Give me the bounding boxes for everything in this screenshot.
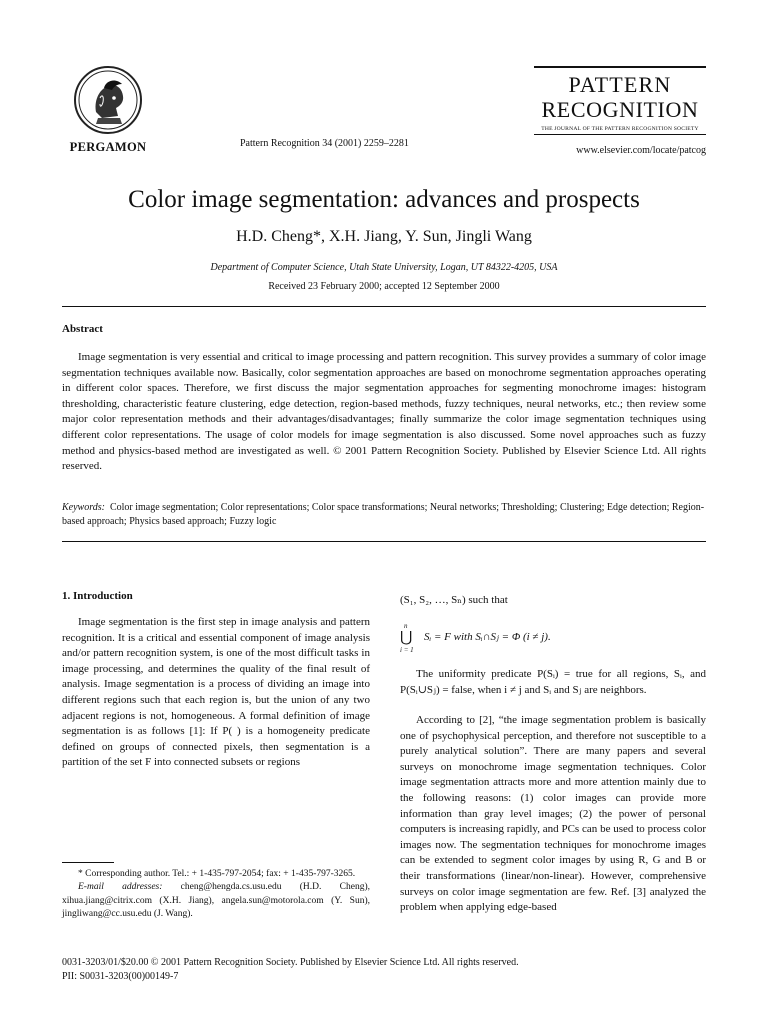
journal-subtitle: THE JOURNAL OF THE PATTERN RECOGNITION SOCIETY bbox=[534, 126, 706, 135]
paper-title: Color image segmentation: advances and prospects bbox=[128, 186, 640, 213]
intro-paragraph-right-2: According to [2], “the image segmentation problem is basically one of psychophysical perception, and therefore not susceptible to a purely analytical solution”. There are many papers and several surveys on monochrome image segmentation techniques. Color image segmentation attracts more and more attention mainly due to the following reasons: (1) color images can provide more information than gray level images; (2) the power of personal computers is increasing rapidly, and PCs can be used to process color images now. The segmentation techniques for monochrome images can be extended to segment color images by using R, G and B or their transformations (linear/non-linear). However, comprehensive surveys on color image segmentation are few. Ref. [3] analyzed the problem when applying edge-based bbox=[400, 714, 706, 914]
masthead-rule bbox=[534, 66, 706, 68]
pii-line: PII: S0031-3203(00)00149-7 bbox=[62, 970, 179, 982]
abstract-heading: Abstract bbox=[62, 323, 103, 335]
journal-masthead bbox=[534, 66, 706, 156]
intro-paragraph-left: Image segmentation is the first step in image analysis and pattern recognition. It is a critical and essential component of image analysis and/or pattern recognition system, is one of the most difficult tasks in image processing, and determines the quality of the final result of analysis. Image segmentation is a process of dividing an image into different regions such that each region is, but the union of any two adjacent regions is not, homogeneous. A formal definition of image segmentation is as follows [1]: If P( ) is a homogeneity predicate defined on groups of connected pixels, then segmentation is a partition of the set F into connected subsets or regions bbox=[62, 616, 370, 769]
received-dates: Received 23 February 2000; accepted 12 September 2000 bbox=[268, 281, 500, 292]
keywords-label: Keywords: bbox=[62, 502, 105, 513]
keywords bbox=[62, 501, 706, 529]
keywords-list: Color image segmentation; Color representations; Color space transformations; Neural networks; Thresholding; Clustering; Edge detection; Region-based approach; Physics based approach; Fuzzy logic bbox=[62, 502, 705, 527]
section-heading-introduction: 1. Introduction bbox=[62, 590, 133, 602]
intro-paragraph-right-1: The uniformity predicate P(Sᵢ) = true for all regions, Sᵢ, and P(Sᵢ∪Sⱼ) = false, when i ≠ j and Sᵢ and Sⱼ are neighbors. bbox=[400, 668, 706, 696]
journal-title-line1: PATTERN bbox=[568, 72, 672, 97]
journal-title-line2: RECOGNITION bbox=[541, 97, 699, 122]
journal-title bbox=[534, 72, 706, 122]
equation-body: Sᵢ = F with Sᵢ∩Sⱼ = Φ (i ≠ j). bbox=[424, 631, 551, 643]
divider-top bbox=[62, 306, 706, 307]
copyright-line: 0031-3203/01/$20.00 © 2001 Pattern Recognition Society. Published by Elsevier Science Ltd. All rights reserved. bbox=[62, 957, 519, 968]
athena-head-icon bbox=[74, 66, 142, 134]
email-note bbox=[62, 881, 370, 921]
segmentation-equation bbox=[400, 622, 706, 656]
footnote-rule bbox=[62, 862, 114, 863]
footnotes bbox=[62, 868, 370, 921]
divider-bottom bbox=[62, 541, 706, 542]
abstract-body: Image segmentation is very essential and critical to image processing and pattern recognition. This survey provides a summary of color image segmentation techniques available now. Basically, color segmentation approaches are based on monochrome segmentation approaches operating in different color spaces. Therefore, we first discuss the major segmentation approaches for segmenting monochrome images: histogram thresholding, characteristic feature clustering, edge detection, region-based methods, fuzzy techniques, neural networks, etc.; then review some major color representation methods and their advantages/disadvantages; finally summarize the color image segmentation techniques using different color representations. The usage of color models for image segmentation is also discussed. Some novel approaches such as fuzzy method and physics-based method are investigated as well. © 2001 Pattern Recognition Society. Published by Elsevier Science Ltd. All rights reserved. bbox=[62, 351, 706, 473]
corresponding-author-note: * Corresponding author. Tel.: + 1-435-797-2054; fax: + 1-435-797-3265. bbox=[78, 869, 356, 879]
citation: Pattern Recognition 34 (2001) 2259–2281 bbox=[240, 138, 409, 149]
equation-union-lower: i = 1 bbox=[400, 646, 414, 654]
email-addresses: cheng@hengda.cs.usu.edu (H.D. Cheng), xihua.jiang@citrix.com (X.H. Jiang), angela.sun@motorola.com (Y. Sun), jingliwang@cc.usu.edu (J. Wang). bbox=[62, 882, 370, 919]
paper-authors: H.D. Cheng*, X.H. Jiang, Y. Sun, Jingli Wang bbox=[236, 228, 532, 245]
page-footer bbox=[62, 956, 706, 983]
author-affiliation: Department of Computer Science, Utah State University, Logan, UT 84322-4205, USA bbox=[210, 262, 558, 273]
publisher-name: PERGAMON bbox=[69, 140, 147, 154]
equation-union-symbol: ⋃ bbox=[400, 630, 413, 646]
publisher-logo bbox=[62, 66, 154, 155]
email-label: E-mail addresses: bbox=[78, 882, 163, 893]
journal-url[interactable]: www.elsevier.com/locate/patcog bbox=[576, 145, 706, 156]
equation-union-upper: n bbox=[404, 622, 408, 630]
intro-right-lead: (S₁, S₂, …, Sₙ) such that bbox=[400, 594, 508, 606]
